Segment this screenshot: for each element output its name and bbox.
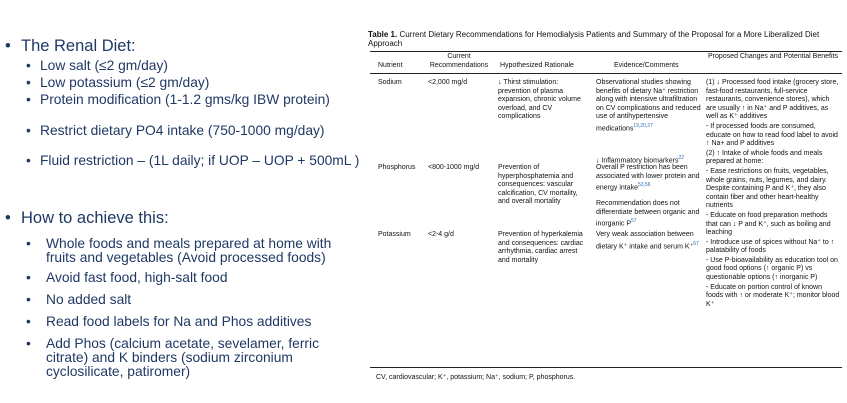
table-footnote: CV, cardiovascular; K⁺, potassium; Na⁺, sodium; P, phosphorus. xyxy=(376,374,576,381)
header-proposed: Proposed Changes and Potential Benefits xyxy=(708,53,838,60)
row-sodium-evidence-2: ↓ Inflammatory biomarkers$^{22}$ xyxy=(596,155,685,165)
header-evidence: Evidence/Comments xyxy=(614,62,679,69)
diet-item: • Low potassium (≤2 gm/day) xyxy=(26,75,210,90)
proposed-item: - Ease restrictions on fruits, vegetables, whole grains, nuts, legumes, and dairy. Despite containing P and K⁺, they also contain fiber and other heart-healthy nutrients xyxy=(706,167,829,210)
row-phosphorus-nutrient: Phosphorus xyxy=(378,164,416,171)
row-phosphorus-rationale: Prevention of hyperphosphatemia and consequences: vascular calcification, CV mortality, and overall mortality xyxy=(498,164,578,206)
diet-item: • Low salt (≤2 gm/day) xyxy=(26,58,168,73)
row-potassium-nutrient: Potassium xyxy=(378,231,411,238)
how-item: • Read food labels for Na and Phos additives xyxy=(26,314,312,329)
row-potassium-evidence: Very weak association between dietary K⁺ intake and serum K⁺$^{67}$ xyxy=(596,231,699,250)
diet-item: • Fluid restriction – (1L daily; if UOP – UOP + 500mL ) xyxy=(26,153,360,168)
proposed-item: - Educate on portion control of known foods with ↑ or moderate K⁺; monitor blood K⁺ xyxy=(706,283,840,308)
header-rationale: Hypothesized Rationale xyxy=(500,62,574,69)
how-item: • Add Phos (calcium acetate, sevelamer, ferric citrate) and K binders (sodium zirconium cyclosilicate, patiromer) xyxy=(26,336,319,379)
table-top-rule xyxy=(370,51,842,52)
row-phosphorus-current: <800-1000 mg/d xyxy=(428,164,480,171)
row-phosphorus-evidence-2: Recommendation does not differentiate between organic and inorganic $P^{57}$ xyxy=(596,200,700,228)
proposed-item: - Introduce use of spices without Na⁺ to ↑ palatability of foods xyxy=(706,238,835,255)
diet-item: • Restrict dietary PO4 intake (750-1000 mg/day) xyxy=(26,123,325,138)
header-current: Current Recommendations xyxy=(429,53,489,69)
diet-item: • Protein modification (1-1.2 gms/kg IBW protein) xyxy=(26,92,330,107)
heading-renal-diet: • The Renal Diet: xyxy=(5,37,136,55)
header-nutrient: Nutrient xyxy=(378,62,403,69)
row-sodium-current: <2,000 mg/d xyxy=(428,79,468,86)
row-potassium-current: <2-4 g/d xyxy=(428,231,454,238)
row-potassium-rationale: Prevention of hyperkalemia and consequences: cardiac arrhythmia, cardiac arrest and mortality xyxy=(498,231,584,264)
row-phosphorus-evidence: Overall P restriction has been associated with lower protein and energy intake$^{53,56}$ xyxy=(596,164,700,192)
row-sodium-nutrient: Sodium xyxy=(378,79,402,86)
table-caption: Table 1. Current Dietary Recommendations for Hemodialysis Patients and Summary of the Proposal for a More Liberalized Diet Approach xyxy=(368,30,820,48)
proposed-item: - Use P-bioavailability as education tool on good food options (↑ organic P) vs questionable options (↑ inorganic P) xyxy=(706,256,838,282)
proposed-item: - Educate on food preparation methods that can ↓ P and K⁺, such as boiling and leaching xyxy=(706,211,831,237)
how-item: • Whole foods and meals prepared at home with fruits and vegetables (Avoid processed foods) xyxy=(26,236,332,265)
proposed-item: (2) ↑ Intake of whole foods and meals prepared at home: xyxy=(706,149,823,166)
proposed-item: - If processed foods are consumed, educate on how to read food label to avoid ↑ Na+ and P additives xyxy=(706,122,838,148)
proposed-changes xyxy=(706,79,840,309)
how-item: • No added salt xyxy=(26,292,132,307)
proposed-item: (1) ↓ Processed food intake (grocery store, fast-food restaurants, full-service restaurants, convenience stores), which are usually ↑ in Na⁺ and P additives, as well as K⁺ additives xyxy=(706,79,839,121)
table-bottom-rule xyxy=(370,367,842,368)
row-sodium-evidence: Observational studies showing benefits of dietary Na⁺ restriction along with intensive ultrafiltration on CV complications and reduced use of antihypertensive medications$^{19,20,27}$ xyxy=(596,79,701,133)
heading-how-to-achieve: • How to achieve this: xyxy=(5,209,169,227)
row-sodium-rationale: ↓ Thirst stimulation: prevention of plasma expansion, chronic volume overload, and CV complications xyxy=(498,79,581,121)
left-panel xyxy=(0,0,372,403)
table-header-rule xyxy=(370,73,842,74)
how-item: • Avoid fast food, high-salt food xyxy=(26,270,228,285)
